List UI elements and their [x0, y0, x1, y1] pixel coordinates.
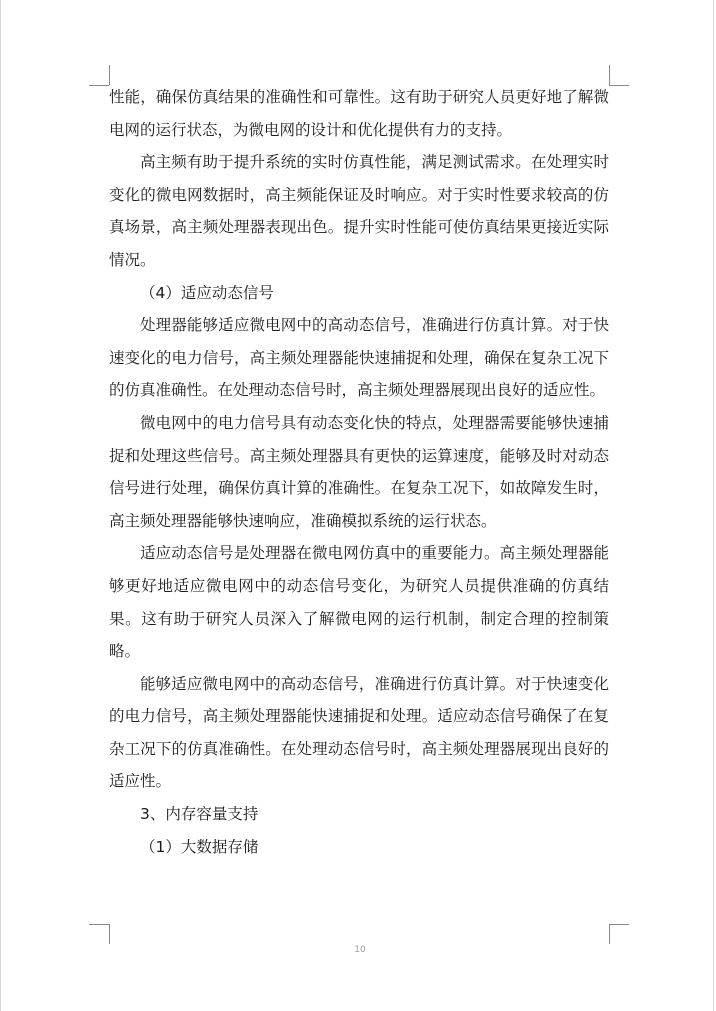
subsection-heading: （1）大数据存储	[140, 837, 259, 856]
page-edge-right	[713, 0, 714, 1011]
paragraph: 高主频有助于提升系统的实时仿真性能，满足测试需求。在处理实时变化的微电网数据时，高主频能保证及时响应。对于实时性要求较高的仿真场景，高主频处理器表现出色。提升实时性能可使仿真结果更接近实际情况。	[109, 153, 609, 269]
paragraph: 微电网中的电力信号具有动态变化快的特点，处理器需要能够快速捕捉和处理这些信号。高主频处理器具有更快的运算速度，能够及时对动态信号进行处理，确保仿真计算的准确性。在复杂工况下，如故障发生时，高主频处理器能够快速响应，准确模拟系统的运行状态。	[109, 413, 609, 530]
section-heading: （4）适应动态信号	[140, 283, 274, 302]
page-number: 10	[354, 945, 366, 955]
page-edge-left	[0, 0, 1, 1011]
paragraph: 处理器能够适应微电网中的高动态信号，准确进行仿真计算。对于快速变化的电力信号，高主频处理器能快速捕捉和处理，确保在复杂工况下的仿真准确性。在处理动态信号时，高主频处理器展现出良好的适应性。	[109, 316, 609, 400]
paragraph: 性能，确保仿真结果的准确性和可靠性。这有助于研究人员更好地了解微电网的运行状态，为微电网的设计和优化提供有力的支持。	[109, 88, 609, 139]
section-heading: 3、内存容量支持	[140, 805, 259, 824]
paragraph: 能够适应微电网中的高动态信号，准确进行仿真计算。对于快速变化的电力信号，高主频处理器能快速捕捉和处理。适应动态信号确保了在复杂工况下的仿真准确性。在处理动态信号时，高主频处理器展现出良好的适应性。	[109, 674, 609, 791]
document-body	[109, 81, 609, 863]
paragraph: 适应动态信号是处理器在微电网仿真中的重要能力。高主频处理器能够更好地适应微电网中的动态信号变化，为研究人员提供准确的仿真结果。这有助于研究人员深入了解微电网的运行机制，制定合理的控制策略。	[109, 544, 609, 661]
